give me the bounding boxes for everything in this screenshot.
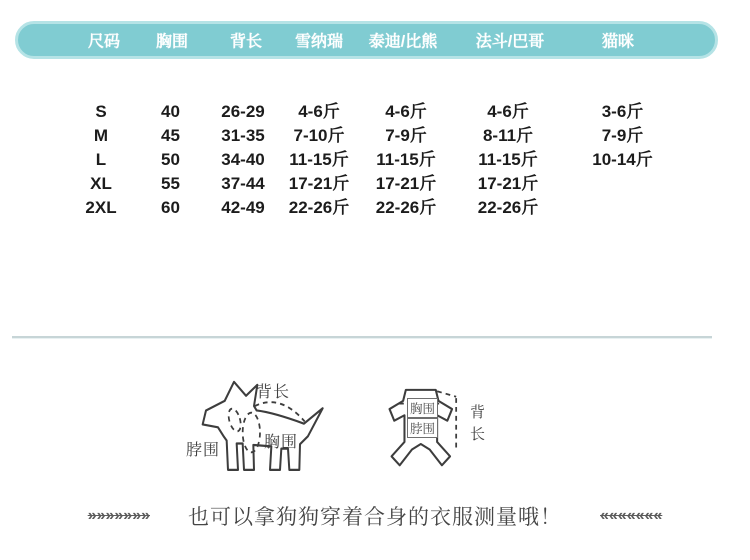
- table-cell: 17-21斤: [375, 174, 437, 193]
- column-header-back-length: 背长: [229, 33, 263, 51]
- table-cell-size: XL: [90, 174, 112, 193]
- table-cell-size: L: [95, 150, 107, 169]
- garment-back-length-label: 背长: [468, 404, 485, 448]
- table-cell: 11-15斤: [289, 150, 349, 169]
- dog-chest-label: 胸围: [264, 434, 299, 451]
- table-cell: 26-29: [221, 102, 265, 121]
- section-divider: [12, 336, 712, 338]
- dog-neck-label: 脖围: [186, 442, 221, 459]
- table-cell: 34-40: [221, 150, 265, 169]
- table-cell: 37-44: [221, 174, 265, 193]
- right-arrows-decoration: «««««««: [600, 507, 663, 524]
- dog-back-length-label: 背长: [256, 384, 291, 401]
- table-cell: 8-11斤: [482, 126, 534, 145]
- table-cell: 17-21斤: [288, 174, 350, 193]
- table-cell: 17-21斤: [477, 174, 539, 193]
- measurement-tip: [0, 501, 750, 531]
- table-cell: [562, 196, 669, 220]
- column-header-cat: 猫咪: [601, 33, 635, 51]
- table-cell: 7-9斤: [385, 126, 427, 145]
- table-cell: 7-10斤: [293, 126, 345, 145]
- table-cell-size: M: [93, 126, 109, 145]
- table-cell: 11-15斤: [376, 150, 436, 169]
- table-header-bar: [15, 21, 718, 59]
- size-table: [67, 100, 669, 220]
- table-cell: 4-6斤: [487, 102, 529, 121]
- tip-text: 也可以拿狗狗穿着合身的衣服测量哦！: [188, 506, 562, 529]
- table-cell: 42-49: [221, 198, 265, 217]
- column-header-chest: 胸围: [155, 33, 189, 51]
- table-cell: [562, 172, 669, 196]
- table-cell: 3-6斤: [601, 102, 644, 121]
- table-cell: 40: [161, 102, 180, 121]
- column-header-frenchie-pug: 法斗/巴哥: [475, 33, 545, 51]
- table-cell: 55: [161, 174, 180, 193]
- table-cell-size: 2XL: [85, 198, 117, 217]
- column-header-teddy-bichon: 泰迪/比熊: [368, 33, 438, 51]
- table-cell: 4-6斤: [385, 102, 427, 121]
- table-cell: 50: [161, 150, 180, 169]
- table-cell: 22-26斤: [477, 198, 539, 217]
- left-arrows-decoration: »»»»»»»: [87, 507, 150, 524]
- table-cell: 7-9斤: [601, 126, 644, 145]
- table-cell: 45: [161, 126, 180, 145]
- table-cell: 22-26斤: [375, 198, 437, 217]
- column-header-size: 尺码: [87, 33, 121, 51]
- column-header-schnauzer: 雪纳瑞: [294, 33, 344, 51]
- table-cell-size: S: [95, 102, 107, 121]
- table-cell: 22-26斤: [288, 198, 350, 217]
- table-cell: 31-35: [221, 126, 265, 145]
- table-cell: 60: [161, 198, 180, 217]
- garment-neck-label: 脖围: [407, 418, 438, 438]
- garment-chest-label: 胸围: [407, 398, 438, 418]
- table-cell: 4-6斤: [298, 102, 340, 121]
- table-cell: 10-14斤: [592, 150, 653, 169]
- table-cell: 11-15斤: [478, 150, 538, 169]
